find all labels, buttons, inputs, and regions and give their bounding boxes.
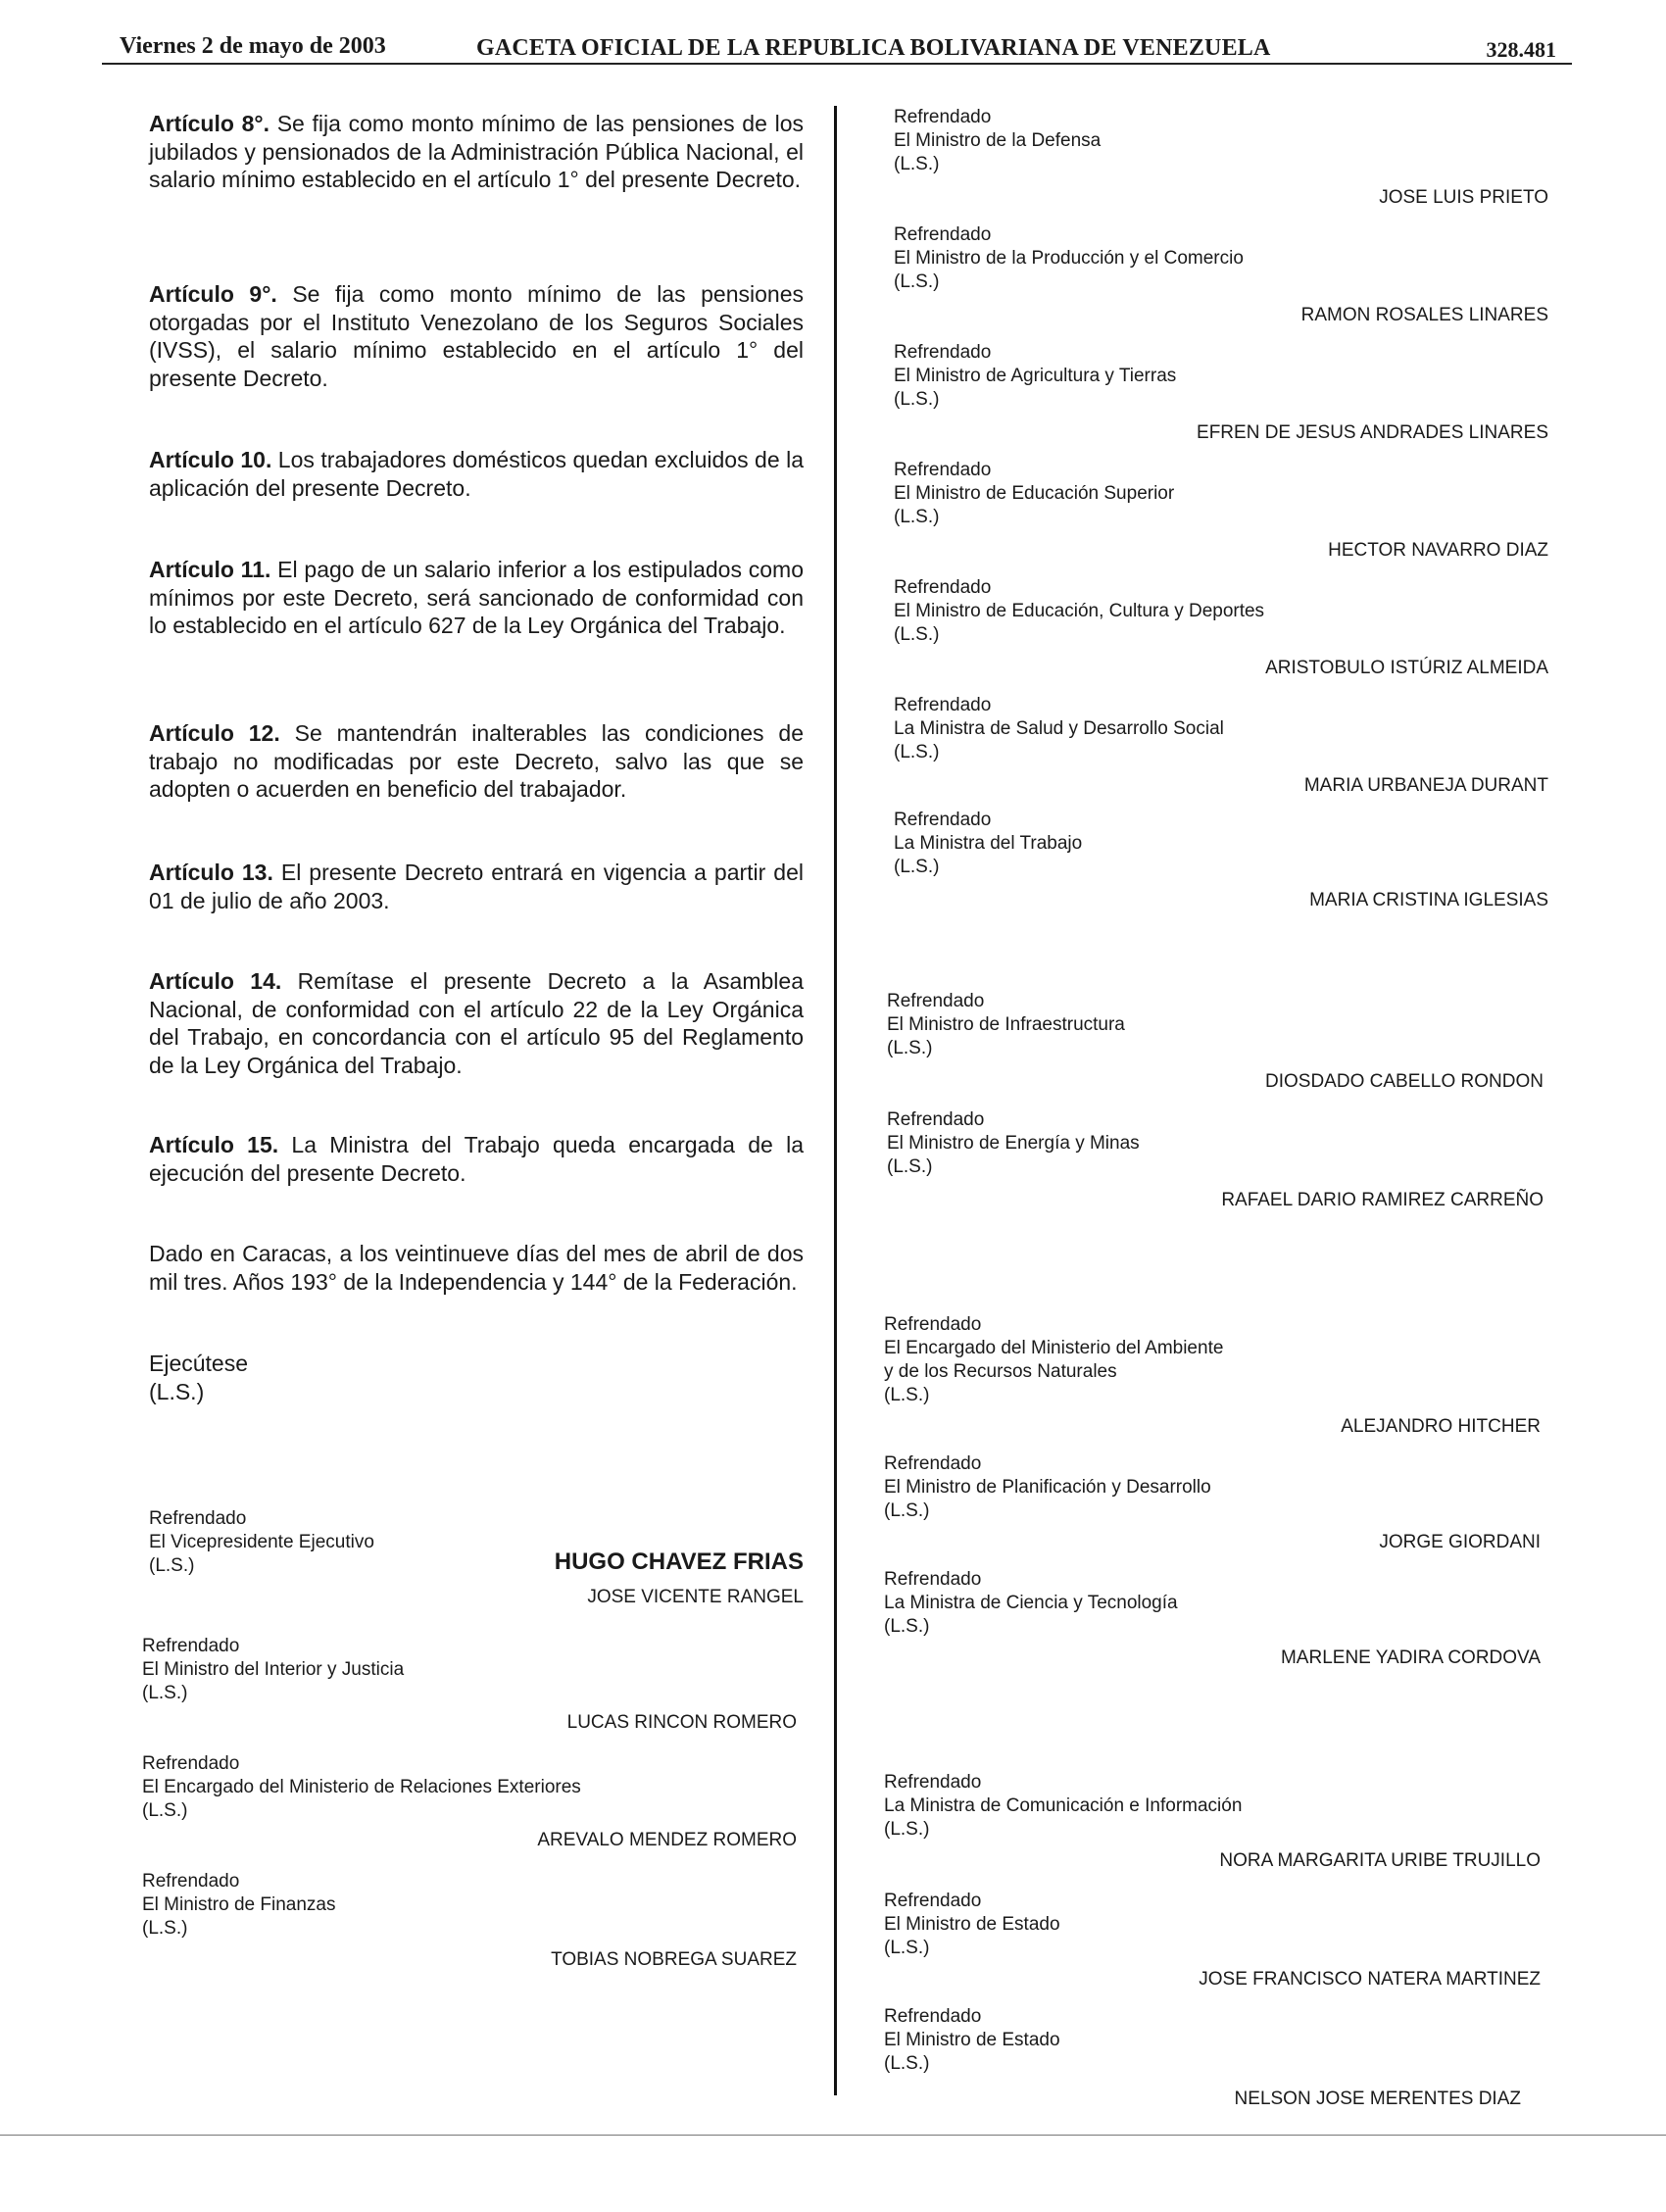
article-lead: Artículo 15. [149, 1132, 279, 1157]
signature-office: El Encargado del Ministerio de Relaciones Exteriores [142, 1777, 581, 1797]
signature-label: Refrendado [894, 107, 992, 127]
signature-seal: (L.S.) [884, 1819, 930, 1840]
signature-block [894, 576, 1548, 678]
signature-office: El Ministro de Agricultura y Tierras [894, 366, 1177, 386]
article-11 [149, 556, 804, 640]
article-12 [149, 719, 804, 804]
signature-block [894, 341, 1548, 443]
president-name: HUGO CHAVEZ FRIAS [554, 1548, 804, 1575]
signature-block [884, 2005, 1541, 2109]
signer-name: MARIA URBANEJA DURANT [1303, 775, 1548, 796]
article-lead: Artículo 11. [149, 557, 271, 582]
signature-label: Refrendado [149, 1508, 247, 1529]
article-text: Se fija como monto mínimo de las pensiones de los jubilados y pensionados de la Administración Pública Nacional, el salario mínimo establecido en el artículo 1° del presente Decreto. [149, 111, 804, 192]
execute-text: Ejecútese [149, 1351, 249, 1376]
signature-label: Refrendado [884, 1772, 982, 1793]
article-13 [149, 859, 804, 914]
signature-block [142, 1752, 797, 1850]
article-text: El pago de un salario inferior a los estipulados como mínimos por este Decreto, será sancionado de conformidad con lo establecido en el artículo 627 de la Ley Orgánica del Trabajo. [149, 557, 804, 638]
signature-office: El Ministro de Estado [884, 2030, 1060, 2050]
signature-label: Refrendado [142, 1636, 240, 1656]
signature-seal: (L.S.) [887, 1156, 933, 1177]
signer-name: RAMON ROSALES LINARES [1300, 305, 1548, 325]
signer-name: ALEJANDRO HITCHER [1341, 1416, 1541, 1437]
signature-office: El Ministro de Estado [884, 1914, 1060, 1935]
article-text: Se fija como monto mínimo de las pensiones otorgadas por el Instituto Venezolano de los Seguros Sociales (IVSS), el salario mínimo establecido en el artículo 1° del presente Decreto. [149, 281, 804, 391]
signer-name: ARISTOBULO ISTÚRIZ ALMEIDA [1265, 658, 1548, 678]
signature-block [894, 694, 1548, 796]
signature-label: Refrendado [884, 1891, 982, 1911]
signature-office: El Vicepresidente Ejecutivo [149, 1532, 374, 1552]
page-header [102, 29, 1570, 65]
signature-label: Refrendado [884, 1453, 982, 1474]
signature-seal: (L.S.) [142, 1683, 188, 1703]
article-14 [149, 967, 804, 1079]
article-8 [149, 110, 804, 194]
signature-office: La Ministra de Salud y Desarrollo Social [894, 718, 1224, 739]
signature-seal: (L.S.) [894, 389, 940, 410]
page-number: 328.481 [1486, 37, 1556, 62]
signature-label: Refrendado [142, 1753, 240, 1774]
header-date: Viernes 2 de mayo de 2003 [120, 33, 386, 59]
signature-seal: (L.S.) [894, 857, 940, 877]
article-15 [149, 1131, 804, 1187]
article-lead: Artículo 8°. [149, 111, 270, 136]
signer-name: MARLENE YADIRA CORDOVA [1280, 1647, 1541, 1668]
signature-seal: (L.S.) [149, 1555, 195, 1576]
signature-office: El Ministro de Educación Superior [894, 483, 1175, 504]
signature-block [884, 1313, 1541, 1437]
signature-seal: (L.S.) [894, 154, 940, 174]
article-lead: Artículo 9°. [149, 281, 277, 307]
column-divider [834, 106, 837, 2095]
execute-seal: (L.S.) [149, 1379, 205, 1404]
signature-block [894, 223, 1548, 325]
article-text: Remítase el presente Decreto a la Asamblea Nacional, de conformidad con el artículo 22 de la Ley Orgánica del Trabajo, en concordancia con el artículo 95 del Reglamento de la Ley Orgánica del Trabajo. [149, 968, 804, 1078]
header-rule [102, 63, 1572, 65]
signature-office: El Ministro de Infraestructura [887, 1014, 1125, 1035]
signature-seal: (L.S.) [142, 1918, 188, 1939]
signer-name: JOSE VICENTE RANGEL [587, 1587, 804, 1607]
signature-block [894, 459, 1548, 561]
bottom-rule [0, 2135, 1666, 2136]
signature-label: Refrendado [894, 577, 992, 598]
signature-label: Refrendado [894, 695, 992, 715]
signature-block [149, 1507, 804, 1607]
article-lead: Artículo 13. [149, 860, 273, 885]
signer-name: RAFAEL DARIO RAMIREZ CARREÑO [1221, 1190, 1544, 1210]
signature-block [894, 106, 1548, 208]
signer-name: TOBIAS NOBREGA SUAREZ [551, 1949, 797, 1970]
signature-seal: (L.S.) [894, 624, 940, 645]
signature-block [884, 1890, 1541, 1990]
article-10 [149, 446, 804, 502]
signer-name: JOSE LUIS PRIETO [1379, 187, 1548, 208]
signature-label: Refrendado [884, 1314, 982, 1335]
article-lead: Artículo 14. [149, 968, 282, 994]
signature-seal: (L.S.) [884, 1938, 930, 1958]
signature-office: El Ministro del Interior y Justicia [142, 1659, 405, 1680]
signature-label: Refrendado [884, 2006, 982, 2027]
header-title: GACETA OFICIAL DE LA REPUBLICA BOLIVARIANA DE VENEZUELA [476, 35, 1271, 61]
signature-label: Refrendado [884, 1569, 982, 1590]
signature-office: El Ministro de Finanzas [142, 1894, 336, 1915]
signature-office: La Ministra de Comunicación e Información [884, 1795, 1243, 1816]
signature-block [887, 990, 1544, 1092]
signer-name: AREVALO MENDEZ ROMERO [537, 1830, 797, 1850]
signature-seal: (L.S.) [894, 271, 940, 292]
signature-office: El Ministro de Energía y Minas [887, 1133, 1140, 1154]
signature-office: El Encargado del Ministerio del Ambiente [884, 1338, 1224, 1358]
signature-office: La Ministra de Ciencia y Tecnología [884, 1593, 1178, 1613]
signer-name: MARIA CRISTINA IGLESIAS [1309, 890, 1548, 910]
signature-office: El Ministro de la Defensa [894, 130, 1102, 151]
signature-office-cont: y de los Recursos Naturales [884, 1361, 1117, 1382]
signature-seal: (L.S.) [142, 1800, 188, 1821]
signature-label: Refrendado [894, 342, 992, 363]
article-text: Los trabajadores domésticos quedan excluidos de la aplicación del presente Decreto. [149, 447, 804, 501]
article-lead: Artículo 12. [149, 720, 280, 746]
article-text: Se mantendrán inalterables las condiciones de trabajo no modificadas por este Decreto, salvo las que se adopten o acuerden en beneficio del trabajador. [149, 720, 804, 802]
signature-seal: (L.S.) [884, 2053, 930, 2074]
article-9 [149, 280, 804, 392]
signature-label: Refrendado [894, 224, 992, 245]
signer-name: JOSE FRANCISCO NATERA MARTINEZ [1199, 1969, 1541, 1990]
signature-office: La Ministra del Trabajo [894, 833, 1083, 854]
signature-block [142, 1635, 797, 1733]
signature-office: El Ministro de la Producción y el Comercio [894, 248, 1244, 269]
signature-label: Refrendado [894, 810, 992, 830]
signature-office: El Ministro de Educación, Cultura y Deportes [894, 601, 1265, 621]
signature-label: Refrendado [887, 991, 985, 1011]
signature-seal: (L.S.) [894, 742, 940, 762]
signer-name: NELSON JOSE MERENTES DIAZ [1234, 2089, 1521, 2109]
signature-label: Refrendado [142, 1871, 240, 1892]
signer-name: NORA MARGARITA URIBE TRUJILLO [1219, 1850, 1541, 1871]
signature-seal: (L.S.) [884, 1385, 930, 1405]
signer-name: DIOSDADO CABELLO RONDON [1265, 1071, 1544, 1092]
signature-block [894, 809, 1548, 910]
signature-seal: (L.S.) [884, 1616, 930, 1637]
signature-seal: (L.S.) [894, 507, 940, 527]
signature-block [884, 1452, 1541, 1552]
signature-office: El Ministro de Planificación y Desarrollo [884, 1477, 1211, 1498]
signature-label: Refrendado [887, 1109, 985, 1130]
signer-name: HECTOR NAVARRO DIAZ [1328, 540, 1548, 561]
signer-name: JORGE GIORDANI [1379, 1532, 1541, 1552]
signature-seal: (L.S.) [884, 1500, 930, 1521]
signer-name: LUCAS RINCON ROMERO [566, 1712, 797, 1733]
signature-block [887, 1108, 1544, 1210]
article-text: El presente Decreto entrará en vigencia a partir del 01 de julio de año 2003. [149, 860, 804, 913]
signature-block [142, 1870, 797, 1970]
article-lead: Artículo 10. [149, 447, 272, 472]
signature-block [884, 1568, 1541, 1668]
signature-seal: (L.S.) [887, 1038, 933, 1058]
signer-name: EFREN DE JESUS ANDRADES LINARES [1197, 422, 1548, 443]
article-text: La Ministra del Trabajo queda encargada de la ejecución del presente Decreto. [149, 1132, 804, 1186]
closing-paragraph: Dado en Caracas, a los veintinueve días del mes de abril de dos mil tres. Años 193° de la Independencia y 144° de la Federación. [149, 1241, 804, 1295]
signature-block [884, 1771, 1541, 1871]
signature-label: Refrendado [894, 460, 992, 480]
